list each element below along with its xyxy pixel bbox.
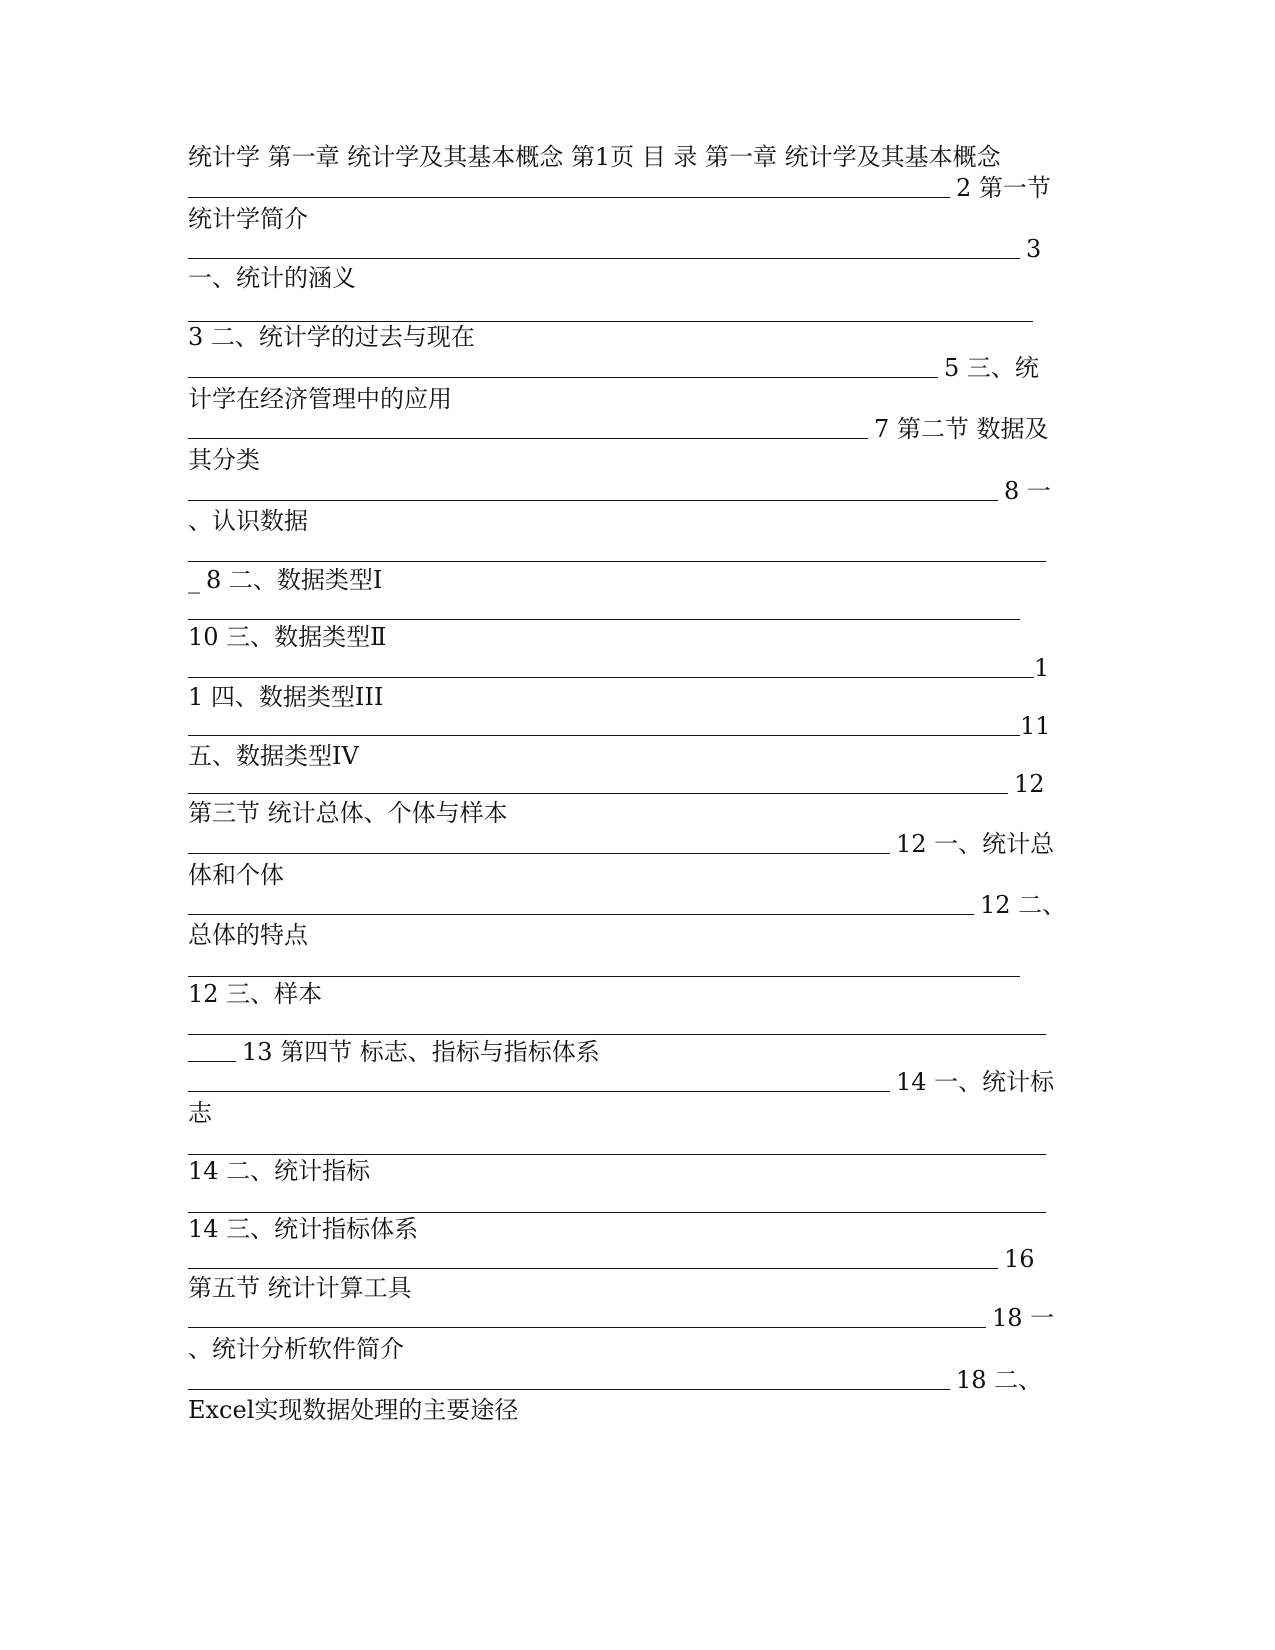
toc-text: 14 三、统计指标体系 bbox=[188, 1215, 419, 1243]
toc-line bbox=[188, 505, 1088, 537]
toc-text: 体和个体 bbox=[188, 861, 284, 889]
leader-rule bbox=[188, 1188, 1046, 1213]
leader-rule bbox=[188, 297, 1033, 322]
leader-prefix-rule bbox=[188, 1037, 236, 1062]
toc-text: 、认识数据 bbox=[188, 507, 308, 535]
toc-line bbox=[188, 1155, 1088, 1187]
toc-leader-line bbox=[188, 413, 1088, 445]
toc-leader-line bbox=[188, 889, 1088, 921]
leader-rule bbox=[188, 414, 868, 439]
toc-text: 8 二、数据类型Ⅰ bbox=[206, 566, 383, 594]
toc-line bbox=[188, 1333, 1088, 1365]
toc-line bbox=[188, 919, 1088, 951]
toc-text: 、统计分析软件简介 bbox=[188, 1335, 404, 1363]
toc-page-ref: 14 一、统计标 bbox=[896, 1068, 1055, 1096]
toc-line bbox=[188, 321, 1088, 353]
toc-text: 一、统计的涵义 bbox=[188, 264, 356, 292]
toc-leader-line bbox=[188, 352, 1088, 384]
toc-line bbox=[188, 1036, 1088, 1068]
leader-rule bbox=[188, 711, 1020, 736]
toc-text: 统计学 第一章 统计学及其基本概念 第1页 目 录 第一章 统计学及其基本概念 bbox=[188, 143, 1001, 171]
toc-page-ref: 8 一 bbox=[1004, 477, 1051, 505]
toc-line bbox=[188, 1213, 1088, 1245]
toc-text: 总体的特点 bbox=[188, 921, 308, 949]
toc-page-ref: 5 三、统 bbox=[944, 354, 1039, 382]
leader-rule bbox=[188, 353, 938, 378]
leader-rule bbox=[188, 1010, 1046, 1035]
toc-leader-prefix: _ bbox=[188, 566, 200, 594]
toc-text: 计学在经济管理中的应用 bbox=[188, 385, 452, 413]
leader-rule bbox=[188, 653, 1034, 678]
toc-text: Excel实现数据处理的主要途径 bbox=[188, 1396, 519, 1424]
toc-page-ref: 7 第二节 数据及 bbox=[874, 415, 1049, 443]
toc-line bbox=[188, 141, 1088, 173]
toc-text: 志 bbox=[188, 1099, 212, 1127]
leader-rule bbox=[188, 537, 1046, 562]
toc-leader-line bbox=[188, 828, 1088, 860]
toc-line bbox=[188, 681, 1088, 713]
leader-rule bbox=[188, 173, 950, 198]
toc-page-ref: 12 二、 bbox=[980, 891, 1067, 919]
leader-rule bbox=[188, 1365, 950, 1390]
toc-leader-line bbox=[188, 172, 1088, 204]
leader-rule bbox=[188, 1067, 890, 1092]
toc-leader-line bbox=[188, 1066, 1088, 1098]
toc-line bbox=[188, 978, 1088, 1010]
toc-page-ref: 1 bbox=[1034, 654, 1050, 682]
toc-text: 12 三、样本 bbox=[188, 980, 323, 1008]
toc-text: 五、数据类型IV bbox=[188, 742, 359, 770]
toc-line bbox=[188, 1394, 1088, 1426]
toc-page-ref: 18 一 bbox=[992, 1304, 1055, 1332]
toc-line bbox=[188, 1097, 1088, 1129]
toc-text: 第五节 统计计算工具 bbox=[188, 1274, 412, 1302]
toc-leader-line bbox=[188, 475, 1088, 507]
toc-line bbox=[188, 621, 1088, 653]
toc-line bbox=[188, 383, 1088, 415]
toc-line bbox=[188, 859, 1088, 891]
toc-leader-line bbox=[188, 1302, 1088, 1334]
leader-rule bbox=[188, 234, 1020, 259]
toc-page-ref: 3 bbox=[1026, 235, 1042, 263]
toc-leader-line bbox=[188, 710, 1088, 742]
leader-rule bbox=[188, 595, 1020, 620]
toc-line bbox=[188, 564, 1088, 596]
leader-rule bbox=[188, 952, 1020, 977]
leader-rule bbox=[188, 1244, 998, 1269]
toc-leader-line bbox=[188, 233, 1088, 265]
toc-line bbox=[188, 262, 1088, 294]
toc-text: 第三节 统计总体、个体与样本 bbox=[188, 799, 508, 827]
toc-text: 1 四、数据类型III bbox=[188, 683, 384, 711]
leader-rule bbox=[188, 769, 1008, 794]
toc-line bbox=[188, 203, 1088, 235]
leader-rule bbox=[188, 890, 974, 915]
toc-page-ref: 2 第一节 bbox=[956, 174, 1051, 202]
toc-line bbox=[188, 444, 1088, 476]
toc-text: 14 二、统计指标 bbox=[188, 1157, 371, 1185]
toc-page-ref: 11 bbox=[1020, 712, 1051, 740]
leader-rule bbox=[188, 476, 998, 501]
toc-leader-line bbox=[188, 652, 1088, 684]
toc-text: 13 第四节 标志、指标与指标体系 bbox=[242, 1038, 600, 1066]
leader-rule bbox=[188, 1303, 986, 1328]
toc-leader-line bbox=[188, 768, 1088, 800]
leader-rule bbox=[188, 1130, 1046, 1155]
toc-page-ref: 12 bbox=[1014, 770, 1045, 798]
toc-leader-line bbox=[188, 1364, 1088, 1396]
toc-page-ref: 16 bbox=[1004, 1245, 1035, 1273]
toc-text: 3 二、统计学的过去与现在 bbox=[188, 323, 475, 351]
toc-text: 10 三、数据类型Ⅱ bbox=[188, 623, 387, 651]
toc-text: 其分类 bbox=[188, 446, 260, 474]
toc-line bbox=[188, 1272, 1088, 1304]
toc-leader-line bbox=[188, 1243, 1088, 1275]
toc-line bbox=[188, 797, 1088, 829]
toc-text: 统计学简介 bbox=[188, 205, 308, 233]
toc-page-ref: 18 二、 bbox=[956, 1366, 1043, 1394]
toc-page-ref: 12 一、统计总 bbox=[896, 830, 1055, 858]
leader-rule bbox=[188, 829, 890, 854]
